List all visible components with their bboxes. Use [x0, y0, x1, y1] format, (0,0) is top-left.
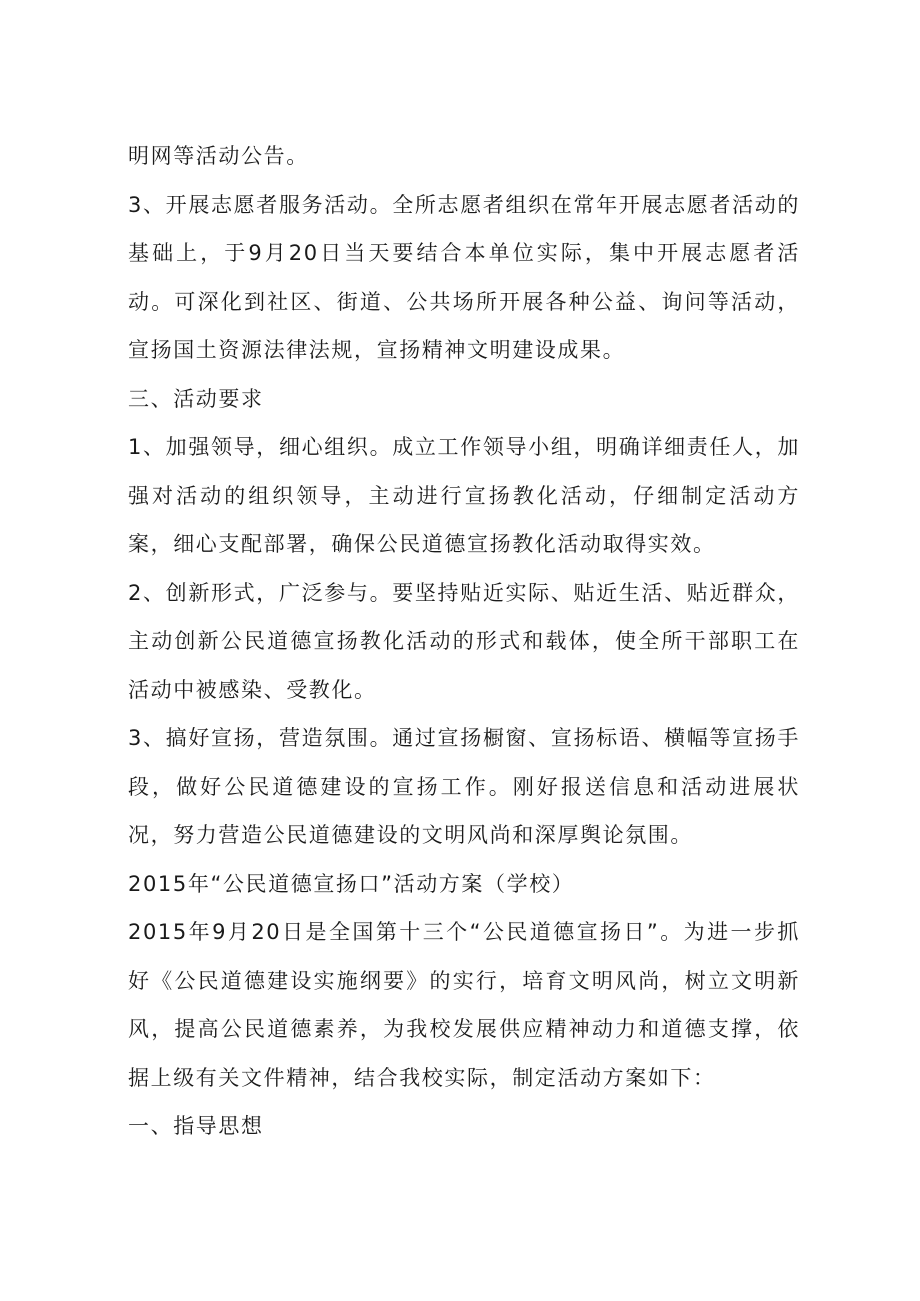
paragraph-innovation: 2、创新形式，广泛参与。要坚持贴近实际、贴近生活、贴近群众，主动创新公民道德宣扬教化活动的形式和载体，使全所干部职工在活动中被感染、受教化。: [128, 580, 800, 702]
paragraph-notice-end: 明网等活动公告。: [128, 144, 309, 168]
document-body: [128, 132, 800, 1151]
section-heading-guiding-ideology: 一、指导思想: [128, 1114, 264, 1138]
paragraph-leadership: 1、加强领导，细心组织。成立工作领导小组，明确详细责任人，加强对活动的组织领导，主动进行宣扬教化活动，仔细制定活动方案，细心支配部署，确保公民道德宣扬教化活动取得实效。: [128, 435, 800, 556]
section-heading-requirements: 三、活动要求: [128, 386, 264, 411]
paragraph-intro: 2015年9月20日是全国第十三个“公民道德宣扬日”。为进一步抓好《公民道德建设实施纲要》的实行，培育文明风尚，树立文明新风，提高公民道德素养，为我校发展供应精神动力和道德支撑，依据上级有关文件精神，结合我校实际，制定活动方案如下：: [128, 920, 800, 1090]
paragraph-publicity: 3、搞好宣扬，营造氛围。通过宣扬橱窗、宣扬标语、横幅等宣扬手段，做好公民道德建设的宣扬工作。刚好报送信息和活动进展状况，努力营造公民道德建设的文明风尚和深厚舆论氛围。: [128, 726, 800, 847]
document-title-school-plan: 2015年“公民道德宣扬口”活动方案（学校）: [128, 871, 575, 896]
paragraph-volunteer-service: 3、开展志愿者服务活动。全所志愿者组织在常年开展志愿者活动的基础上，于9月20日当天要结合本单位实际，集中开展志愿者活动。可深化到社区、街道、公共场所开展各种公益、询问等活动，宣扬国土资源法律法规，宣扬精神文明建设成果。: [128, 192, 800, 362]
